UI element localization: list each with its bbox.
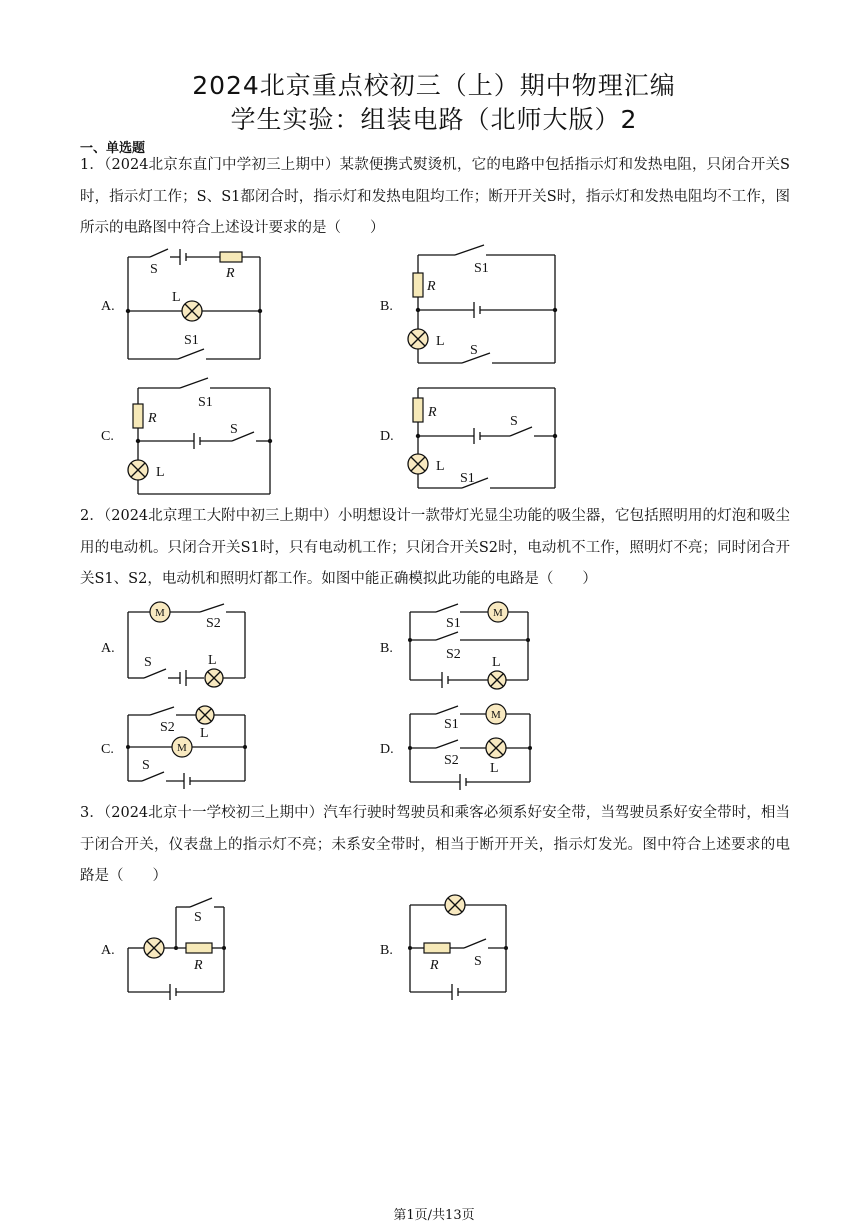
label-s: S — [144, 655, 152, 670]
motor-icon — [150, 602, 170, 622]
label-r: R — [430, 958, 439, 973]
motor-icon — [172, 737, 192, 757]
q2-circuit-d — [400, 700, 540, 794]
label-r: R — [226, 266, 235, 281]
motor-icon — [488, 602, 508, 622]
label-r: R — [148, 411, 157, 426]
motor-icon — [486, 704, 506, 724]
q3-circuit-b — [400, 893, 520, 1000]
lamp-icon — [128, 460, 148, 480]
lamp-icon — [196, 706, 214, 724]
label-s: S — [142, 758, 150, 773]
label-s: S — [474, 954, 482, 969]
label-s: S — [150, 262, 158, 277]
label-m: M — [177, 742, 187, 754]
question-1-text: 1．（2024北京东直门中学初三上期中）某款便携式熨烫机，它的电路中包括指示灯和发热电阻，只闭合开关S时，指示灯工作；S、S1都闭合时，指示灯和发热电阻均工作；断开开关S时，指示灯和发热电阻均不工作，图所示的电路图中符合上述设计要求的是（ ） — [80, 157, 790, 236]
lamp-icon — [445, 895, 465, 915]
q2-circuit-b — [400, 600, 540, 692]
label-l: L — [200, 726, 209, 741]
question-3-text: 3．（2024北京十一学校初三上期中）汽车行驶时驾驶员和乘客必须系好安全带，当驾驶员系好安全带时，相当于闭合开关，仪表盘上的指示灯不亮；未系安全带时，相当于断开开关，指示灯发光。图中符合上述要求的电路是（ ） — [80, 805, 790, 884]
label-m: M — [493, 607, 503, 619]
label-s1: S1 — [184, 333, 199, 348]
label-m: M — [155, 607, 165, 619]
q2-circuit-c — [120, 705, 260, 793]
label-s: S — [470, 343, 478, 358]
q1-option-b-label: B. — [380, 299, 393, 314]
page-title-line1: 2024北京重点校初三（上）期中物理汇编 — [192, 71, 676, 100]
q3-option-a-label: A. — [101, 943, 115, 958]
lamp-icon — [144, 938, 164, 958]
page-footer: 第1页/共13页 — [393, 1208, 475, 1223]
label-s2: S2 — [446, 647, 461, 662]
q3-circuit-a — [120, 895, 240, 1000]
q2-circuit-a — [120, 600, 260, 692]
q2-option-d-label: D. — [380, 742, 394, 757]
label-s2: S2 — [444, 753, 459, 768]
label-r: R — [194, 958, 203, 973]
question-2-text: 2．（2024北京理工大附中初三上期中）小明想设计一款带灯光显尘功能的吸尘器，它包括照明用的灯泡和吸尘用的电动机。只闭合开关S1时，只有电动机工作；只闭合开关S2时，电动机不工作，照明灯不亮；同时闭合开关S1、S2，电动机和照明灯都工作。如图中能正确模拟此功能的电路是（ ） — [80, 508, 790, 587]
q1-circuit-b — [400, 245, 560, 370]
label-s2: S2 — [206, 616, 221, 631]
lamp-icon — [488, 671, 506, 689]
q2-option-b-label: B. — [380, 641, 393, 656]
label-l: L — [436, 459, 445, 474]
label-s1: S1 — [444, 717, 459, 732]
label-s1: S1 — [474, 261, 489, 276]
lamp-icon — [182, 301, 202, 321]
label-l: L — [492, 655, 501, 670]
q1-option-a-label: A. — [101, 299, 115, 314]
q1-circuit-d — [400, 378, 560, 498]
label-l: L — [156, 465, 165, 480]
lamp-icon — [408, 454, 428, 474]
label-s1: S1 — [198, 395, 213, 410]
lamp-icon — [205, 669, 223, 687]
label-l: L — [172, 290, 181, 305]
label-s1: S1 — [460, 471, 475, 486]
label-s1: S1 — [446, 616, 461, 631]
q2-option-a-label: A. — [101, 641, 115, 656]
label-r: R — [428, 405, 437, 420]
label-s: S — [194, 910, 202, 925]
label-l: L — [208, 653, 217, 668]
q1-circuit-a — [120, 245, 270, 370]
label-s: S — [230, 422, 238, 437]
q2-option-c-label: C. — [101, 742, 114, 757]
page-title-line2: 学生实验：组装电路（北师大版）2 — [230, 105, 638, 134]
q1-option-d-label: D. — [380, 429, 394, 444]
lamp-icon — [408, 329, 428, 349]
section-heading: 一、单选题 — [80, 141, 146, 156]
label-s: S — [510, 414, 518, 429]
label-m: M — [491, 709, 501, 721]
label-r: R — [427, 279, 436, 294]
q3-option-b-label: B. — [380, 943, 393, 958]
label-s2: S2 — [160, 720, 175, 735]
q1-option-c-label: C. — [101, 429, 114, 444]
label-l: L — [436, 334, 445, 349]
label-l: L — [490, 761, 499, 776]
lamp-icon — [486, 738, 506, 758]
q1-circuit-c — [120, 378, 280, 498]
